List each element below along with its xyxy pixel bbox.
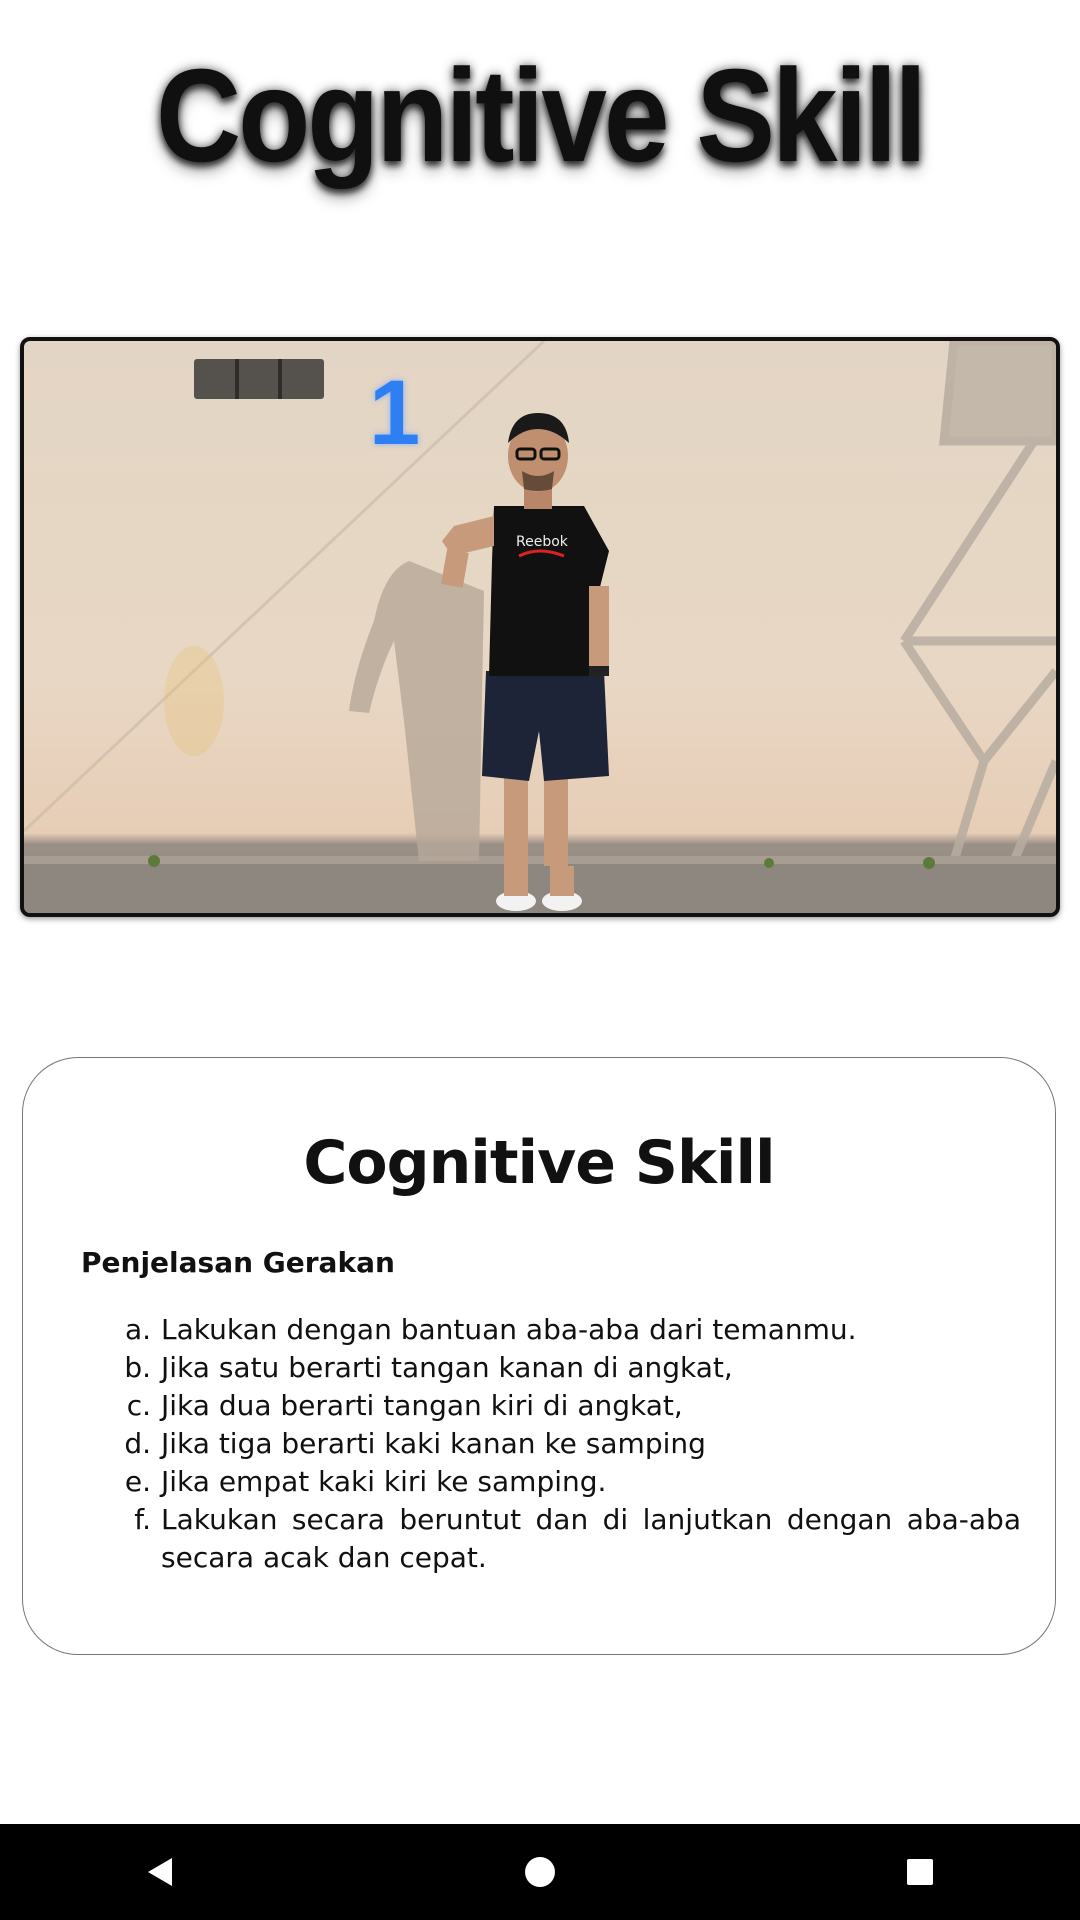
count-indicator: 1 <box>369 362 421 464</box>
section-heading: Penjelasan Gerakan <box>81 1246 395 1279</box>
step-list <box>81 1311 1021 1577</box>
card-title: Cognitive Skill <box>303 1128 775 1198</box>
list-item <box>81 1463 1021 1501</box>
step-text: Jika tiga berarti kaki kanan ke samping <box>161 1427 706 1460</box>
step-marker: a. <box>124 1313 151 1346</box>
exercise-video[interactable] <box>20 337 1060 917</box>
list-item <box>81 1387 1021 1425</box>
step-marker: e. <box>124 1465 151 1498</box>
instruction-card <box>22 1057 1056 1655</box>
home-button[interactable] <box>510 1844 570 1900</box>
step-marker: d. <box>124 1427 151 1460</box>
step-text: Lakukan secara beruntut dan di lanjutkan dengan aba-aba secara acak dan cepat. <box>161 1503 1021 1574</box>
system-nav-bar <box>0 1824 1080 1920</box>
step-text: Jika dua berarti tangan kiri di angkat, <box>161 1389 683 1422</box>
step-text: Jika satu berarti tangan kanan di angkat, <box>161 1351 733 1384</box>
recents-button[interactable] <box>890 1844 950 1900</box>
step-marker: b. <box>124 1351 151 1384</box>
list-item <box>81 1425 1021 1463</box>
recents-square-icon <box>902 1854 938 1890</box>
home-circle-icon <box>522 1854 558 1890</box>
step-marker: f. <box>134 1503 151 1536</box>
wall-vent <box>194 359 324 399</box>
step-text: Lakukan dengan bantuan aba-aba dari temanmu. <box>161 1313 857 1346</box>
back-button[interactable] <box>130 1844 190 1900</box>
list-item <box>81 1501 1021 1577</box>
video-scene <box>24 341 1056 913</box>
list-item <box>81 1349 1021 1387</box>
step-text: Jika empat kaki kiri ke samping. <box>161 1465 607 1498</box>
back-triangle-icon <box>142 1854 178 1890</box>
svg-text:Reebok: Reebok <box>516 534 568 550</box>
page-title: Cognitive Skill <box>155 42 925 191</box>
step-marker: c. <box>126 1389 151 1422</box>
list-item <box>81 1311 1021 1349</box>
